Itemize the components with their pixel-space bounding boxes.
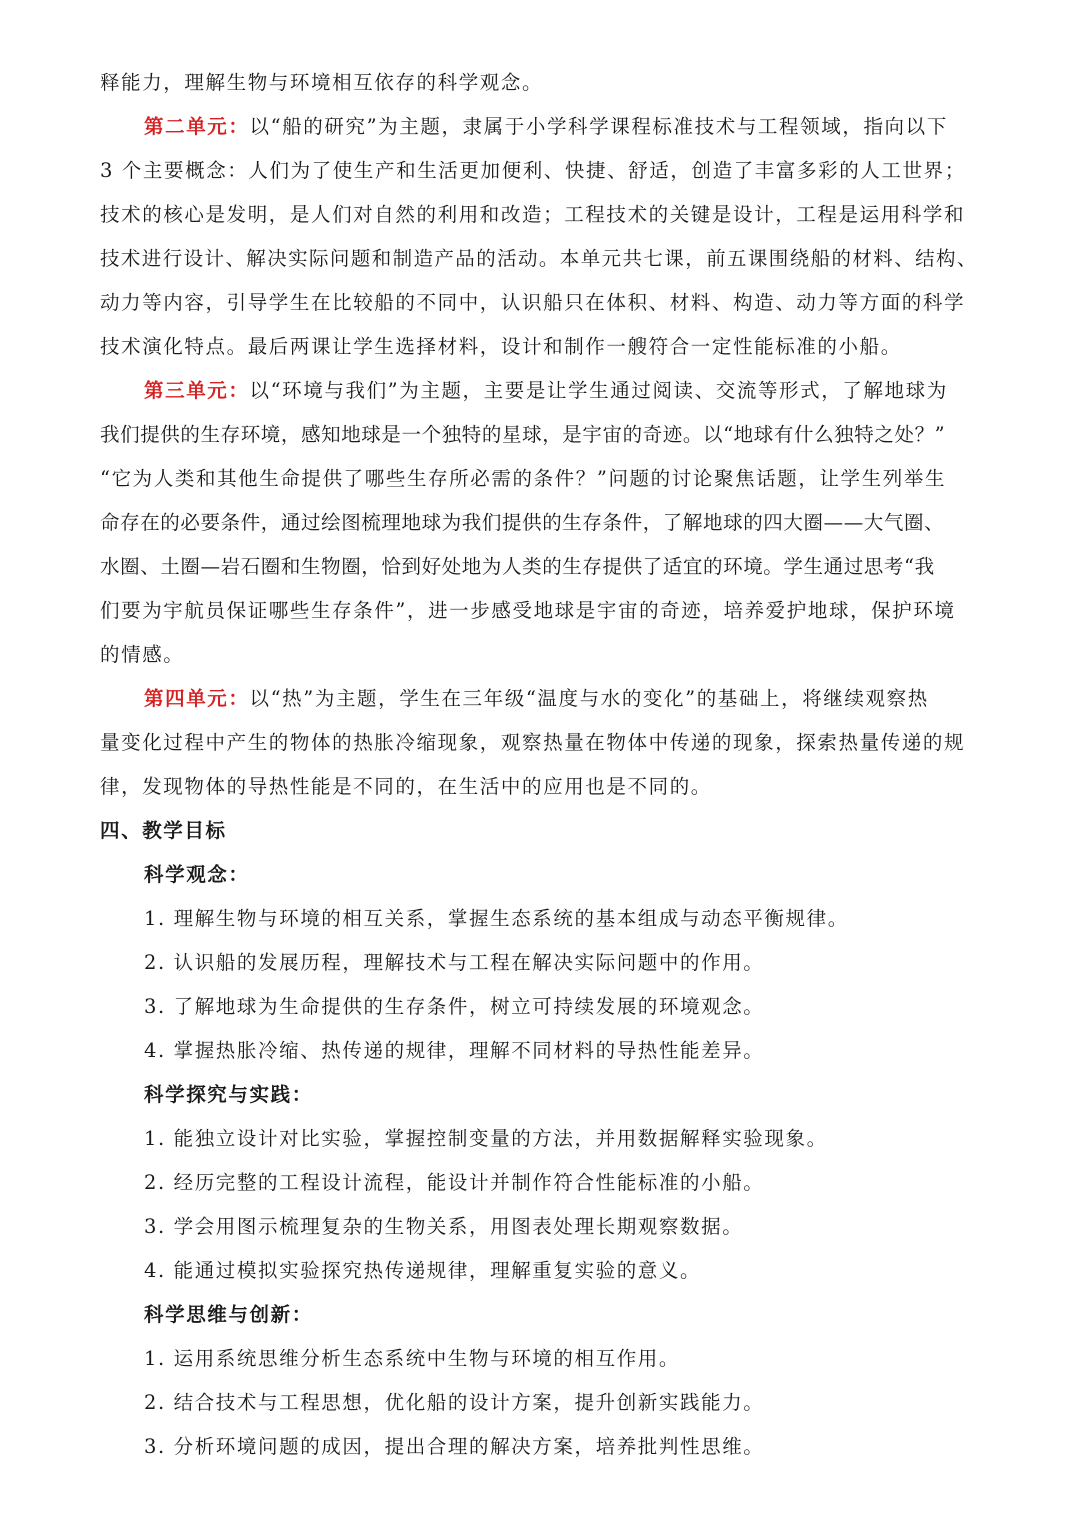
subsection-title-concepts: 科学观念： (144, 863, 250, 886)
unit2-label: 第二单元： (144, 115, 250, 138)
unit3-line: 们要为宇航员保证哪些生存条件”，进一步感受地球是宇宙的奇迹，培养爱护地球，保护环境 (100, 599, 956, 622)
unit2-line: 3 个主要概念：人们为了使生产和生活更加便利、快捷、舒适，创造了丰富多彩的人工世界； (100, 159, 966, 182)
unit3-text: 以“环境与我们”为主题，主要是让学生通过阅读、交流等形式，了解地球为 (249, 379, 948, 402)
list-item: 4. 掌握热胀冷缩、热传递的规律，理解不同材料的导热性能差异。 (144, 1039, 765, 1062)
unit3-label: 第三单元： (144, 379, 250, 402)
list-item: 3. 学会用图示梳理复杂的生物关系，用图表处理长期观察数据。 (144, 1215, 744, 1238)
list-item: 1. 理解生物与环境的相互关系，掌握生态系统的基本组成与动态平衡规律。 (144, 907, 849, 930)
unit2-text: 以“船的研究”为主题，隶属于小学科学课程标准技术与工程领域，指向以下 (249, 115, 948, 138)
unit4-line: 量变化过程中产生的物体的热胀冷缩现象，观察热量在物体中传递的现象，探索热量传递的规 (100, 731, 966, 754)
unit2-line: 技术的核心是发明，是人们对自然的利用和改造；工程技术的关键是设计，工程是运用科学和 (100, 203, 966, 226)
list-item: 3. 了解地球为生命提供的生存条件，树立可持续发展的环境观念。 (144, 995, 765, 1018)
unit4-label: 第四单元： (144, 687, 250, 710)
unit3-line: 命存在的必要条件，通过绘图梳理地球为我们提供的生存条件，了解地球的四大圈——大气圈、 (100, 511, 945, 534)
unit2-line: 动力等内容，引导学生在比较船的不同中，认识船只在体积、材料、构造、动力等方面的科学 (100, 291, 966, 314)
list-item: 2. 认识船的发展历程，理解技术与工程在解决实际问题中的作用。 (144, 951, 765, 974)
subsection-title-thinking: 科学思维与创新： (144, 1303, 313, 1326)
list-item: 1. 运用系统思维分析生态系统中生物与环境的相互作用。 (144, 1347, 681, 1370)
subsection-title-inquiry: 科学探究与实践： (144, 1083, 313, 1106)
list-item: 2. 经历完整的工程设计流程，能设计并制作符合性能标准的小船。 (144, 1171, 765, 1194)
unit2-line: 技术进行设计、解决实际问题和制造产品的活动。本单元共七课，前五课围绕船的材料、结构、 (100, 247, 978, 270)
unit2-paragraph-first-line (144, 114, 948, 140)
unit3-line: “它为人类和其他生命提供了哪些生存所必需的条件？”问题的讨论聚焦话题，让学生列举生 (100, 467, 947, 490)
unit3-line: 我们提供的生存环境，感知地球是一个独特的星球，是宇宙的奇迹。以“地球有什么独特之处？” (100, 423, 946, 446)
list-item: 1. 能独立设计对比实验，掌握控制变量的方法，并用数据解释实验现象。 (144, 1127, 828, 1150)
list-item: 4. 能通过模拟实验探究热传递规律，理解重复实验的意义。 (144, 1259, 702, 1282)
unit4-line: 律，发现物体的导热性能是不同的，在生活中的应用也是不同的。 (100, 775, 712, 798)
list-item: 3. 分析环境问题的成因，提出合理的解决方案，培养批判性思维。 (144, 1435, 765, 1458)
unit3-line: 的情感。 (100, 643, 185, 666)
unit3-paragraph-first-line (144, 378, 948, 404)
unit2-line: 技术演化特点。最后两课让学生选择材料，设计和制作一艘符合一定性能标准的小船。 (100, 335, 902, 358)
list-item: 2. 结合技术与工程思想，优化船的设计方案，提升创新实践能力。 (144, 1391, 765, 1414)
unit4-paragraph-first-line (144, 686, 929, 712)
section-heading: 四、教学目标 (100, 819, 227, 842)
unit4-text: 以“热”为主题，学生在三年级“温度与水的变化”的基础上，将继续观察热 (249, 687, 929, 710)
intro-line: 释能力，理解生物与环境相互依存的科学观念。 (100, 71, 544, 94)
unit3-line: 水圈、土圈—岩石圈和生物圈，恰到好处地为人类的生存提供了适宜的环境。学生通过思考“我 (100, 555, 935, 578)
